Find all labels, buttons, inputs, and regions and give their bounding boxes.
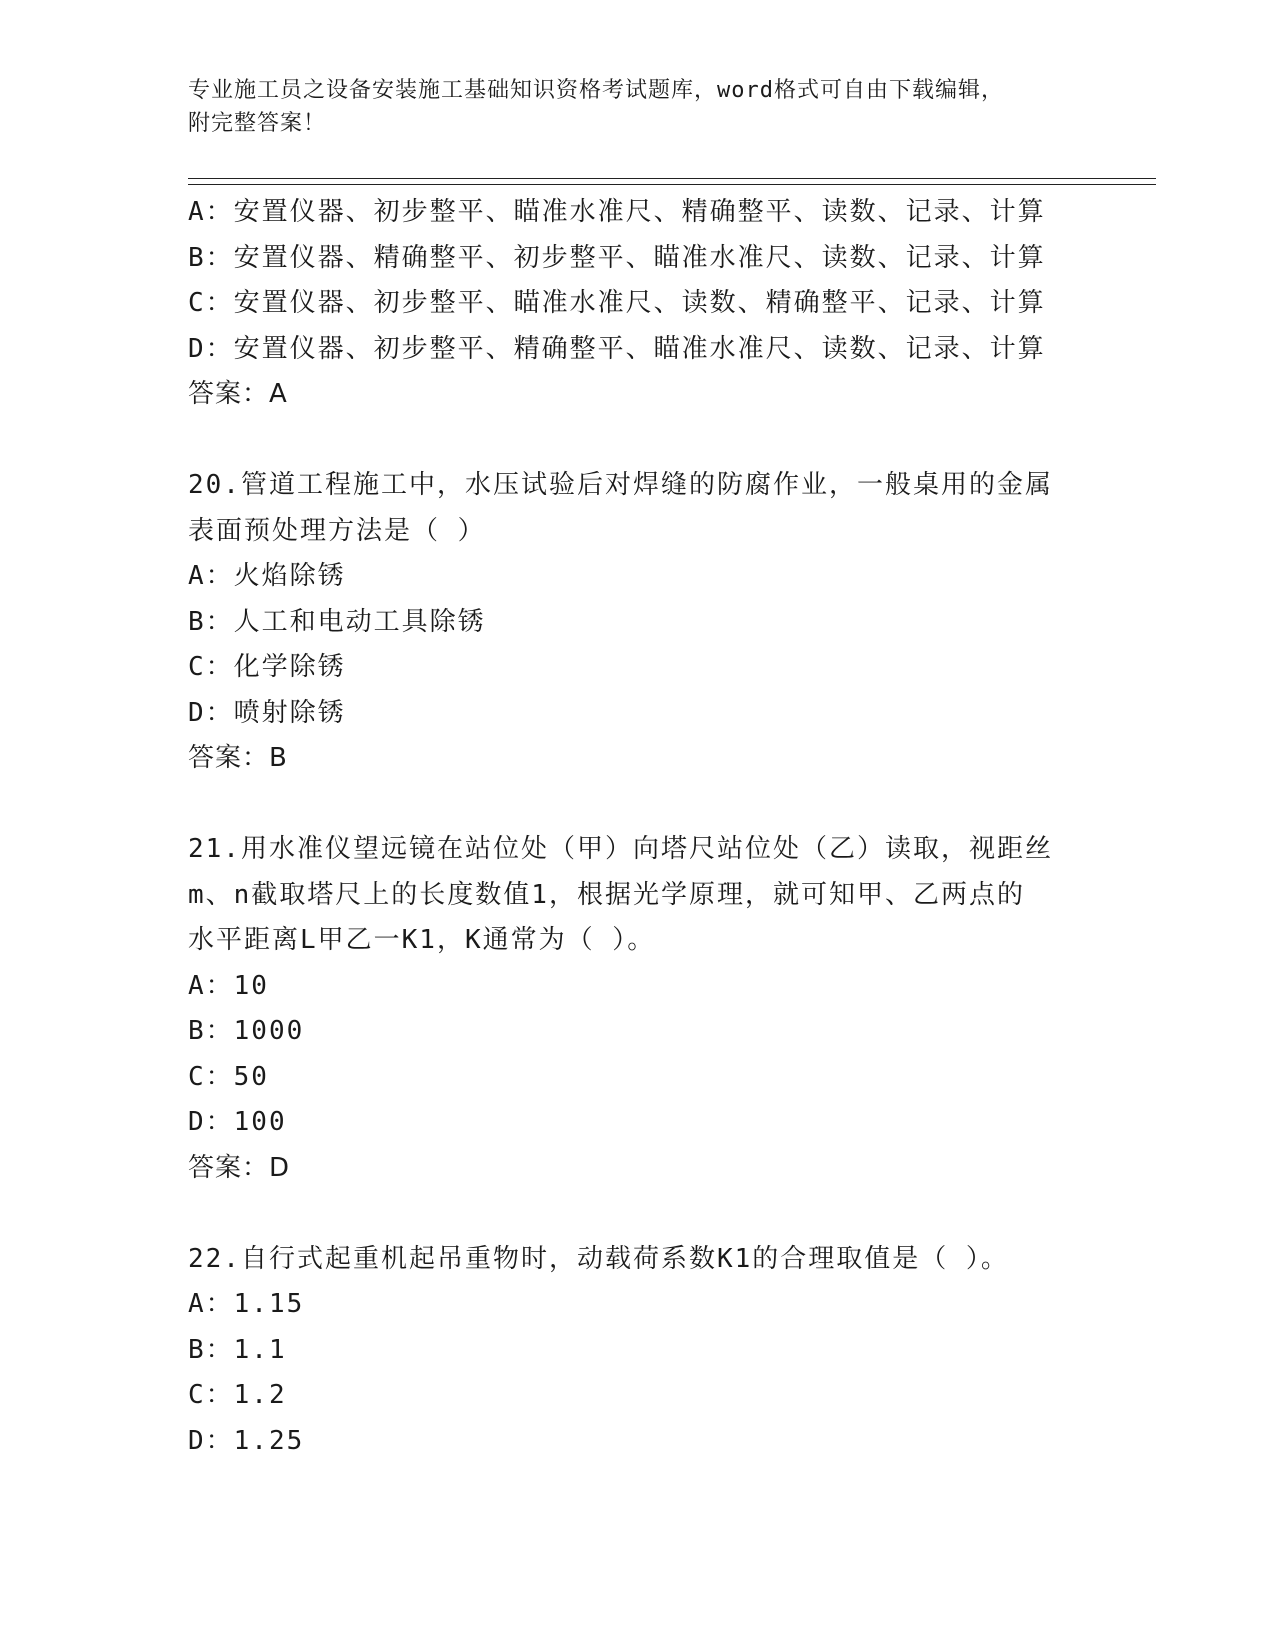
spacer bbox=[188, 1191, 1088, 1237]
option-a: A：安置仪器、初步整平、瞄准水准尺、精确整平、读数、记录、计算 bbox=[188, 197, 1046, 227]
option-a: A：火焰除锈 bbox=[188, 561, 346, 591]
answer-text: 答案：A bbox=[188, 379, 288, 409]
answer-text: 答案：B bbox=[188, 743, 288, 773]
question-21 bbox=[188, 827, 1088, 1191]
question-stem: 21.用水准仪望远镜在站位处（甲）向塔尺站位处（乙）读取，视距丝 bbox=[188, 834, 1053, 864]
option-b: B：1000 bbox=[188, 1016, 305, 1046]
question-list bbox=[188, 190, 1088, 1464]
option-d: D：100 bbox=[188, 1107, 287, 1137]
option-c: C：化学除锈 bbox=[188, 652, 346, 682]
answer-text: 答案：D bbox=[188, 1152, 291, 1183]
header-line-1: 专业施工员之设备安装施工基础知识资格考试题库，word格式可自由下载编辑， bbox=[188, 78, 1004, 103]
option-d: D：喷射除锈 bbox=[188, 697, 346, 728]
question-22 bbox=[188, 1237, 1088, 1465]
option-c: C：50 bbox=[188, 1061, 269, 1092]
spacer bbox=[188, 418, 1088, 464]
option-b: B：人工和电动工具除锈 bbox=[188, 606, 486, 637]
option-a: A：10 bbox=[188, 970, 269, 1001]
option-b: B：1.1 bbox=[188, 1334, 287, 1365]
question-stem: 20.管道工程施工中，水压试验后对焊缝的防腐作业，一般桌用的金属 bbox=[188, 470, 1053, 500]
question-stem: 表面预处理方法是（ ） bbox=[188, 515, 486, 546]
question-stem: 水平距离L甲乙一K1，K通常为（ ）。 bbox=[188, 925, 656, 955]
question-20 bbox=[188, 463, 1088, 782]
option-d: D：1.25 bbox=[188, 1425, 305, 1456]
option-c: C：安置仪器、初步整平、瞄准水准尺、读数、精确整平、记录、计算 bbox=[188, 288, 1046, 318]
question-stem: 22.自行式起重机起吊重物时，动载荷系数K1的合理取值是（ ）。 bbox=[188, 1243, 1009, 1274]
option-b: B：安置仪器、精确整平、初步整平、瞄准水准尺、读数、记录、计算 bbox=[188, 242, 1046, 273]
page-header bbox=[188, 74, 1068, 140]
option-c: C：1.2 bbox=[188, 1380, 287, 1410]
spacer bbox=[188, 782, 1088, 828]
question-stem: m、n截取塔尺上的长度数值1，根据光学原理，就可知甲、乙两点的 bbox=[188, 879, 1025, 910]
header-divider bbox=[188, 178, 1156, 185]
option-d: D：安置仪器、初步整平、精确整平、瞄准水准尺、读数、记录、计算 bbox=[188, 333, 1046, 364]
option-a: A：1.15 bbox=[188, 1289, 305, 1319]
question-19 bbox=[188, 190, 1088, 418]
header-line-2: 附完整答案！ bbox=[188, 111, 327, 136]
